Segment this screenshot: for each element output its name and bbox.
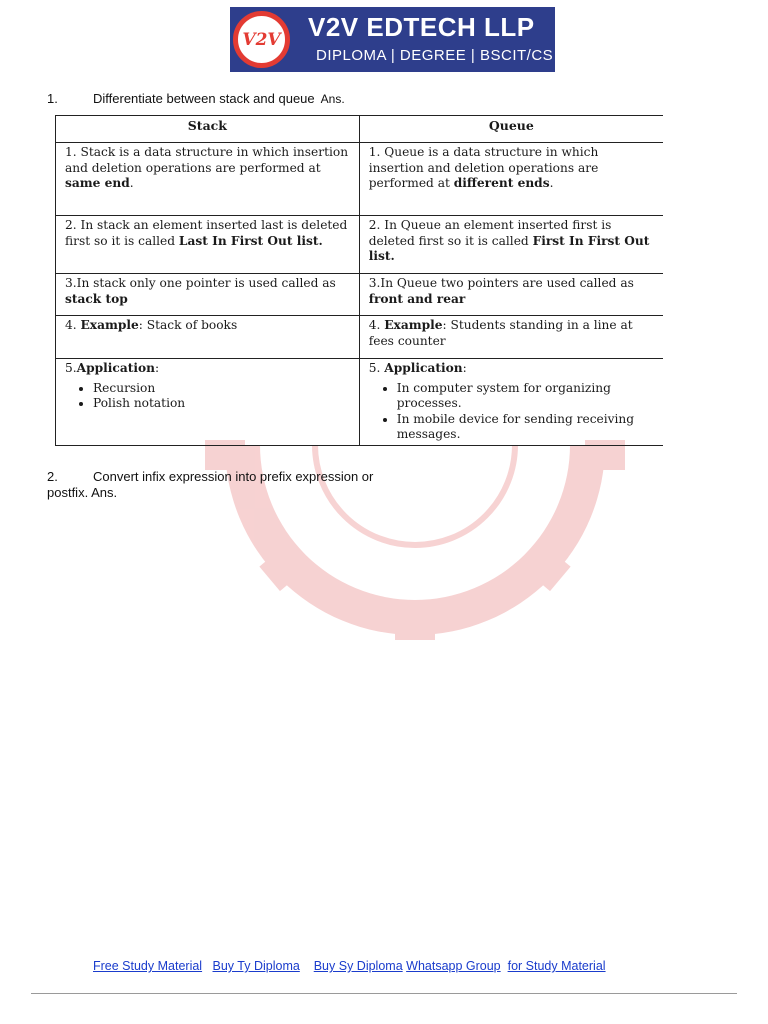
question-2-text: Convert infix expression into prefix expression or xyxy=(93,469,374,484)
queue-application-title: Application xyxy=(384,361,463,375)
watermark-tab-5 xyxy=(395,605,435,640)
question-1-ans: Ans. xyxy=(320,92,345,106)
queue-application-list xyxy=(369,381,654,443)
queue-cell: 2. In Queue an element inserted first is deleted first so it is called First In First Out list. xyxy=(359,216,663,274)
brand-tagline: DIPLOMA | DEGREE | BSCIT/CS xyxy=(316,47,554,64)
stack-cell: 3.In stack only one pointer is used called as stack top xyxy=(56,274,360,316)
queue-cell: 4. Example: Students standing in a line at fees counter xyxy=(359,316,663,359)
question-2 xyxy=(47,469,437,501)
question-1-number: 1. xyxy=(47,91,58,106)
stack-queue-table xyxy=(55,115,663,446)
table-row xyxy=(56,316,664,359)
stack-column-header: Stack xyxy=(56,116,360,143)
brand-name: V2V EDTECH LLP xyxy=(308,12,535,42)
buy-ty-diploma-link[interactable]: Buy Ty Diploma xyxy=(212,959,300,973)
list-item: • Recursion xyxy=(93,381,350,397)
logo-text: V2V xyxy=(242,29,281,50)
list-item: • In mobile device for sending receiving messages. xyxy=(397,412,654,443)
footer-divider xyxy=(31,993,737,994)
question-1-text: Differentiate between stack and queue xyxy=(93,91,315,106)
header-banner xyxy=(230,7,555,72)
footer-links xyxy=(93,959,606,973)
queue-application-cell: 5. Application: • In computer system for organizing processes. • In mobile device for sending receiving messages. xyxy=(359,359,663,446)
stack-application-list xyxy=(65,381,350,412)
list-item: • Polish notation xyxy=(93,396,350,412)
queue-cell: 3.In Queue two pointers are used called as front and rear xyxy=(359,274,663,316)
table-row xyxy=(56,216,664,274)
watermark-logo xyxy=(205,430,625,640)
table-row xyxy=(56,359,664,446)
queue-application-number: 5. xyxy=(368,361,381,375)
buy-sy-diploma-link[interactable]: Buy Sy Diploma xyxy=(313,959,403,973)
stack-application-cell: 5.Application: • Recursion • Polish notation xyxy=(56,359,360,446)
list-item: • In computer system for organizing processes. xyxy=(397,381,654,412)
stack-cell: 2. In stack an element inserted last is deleted first so it is called Last In First Out list. xyxy=(56,216,360,274)
free-study-material-link[interactable]: Free Study Material xyxy=(93,959,203,973)
question-2-number: 2. xyxy=(47,469,58,484)
table-row xyxy=(56,274,664,316)
stack-cell: 1. Stack is a data structure in which insertion and deletion operations are performed at same end. xyxy=(56,143,360,216)
question-1 xyxy=(47,91,345,106)
stack-application-number: 5. xyxy=(65,361,77,375)
queue-cell: 1. Queue is a data structure in which insertion and deletion operations are performed at different ends. xyxy=(359,143,663,216)
whatsapp-group-link[interactable]: Whatsapp Group xyxy=(406,959,501,973)
queue-column-header: Queue xyxy=(359,116,663,143)
question-2-text-continued: postfix. Ans. xyxy=(47,485,118,500)
study-material-link[interactable]: for Study Material xyxy=(507,959,606,973)
stack-application-title: Application xyxy=(76,361,155,375)
v2v-logo-icon xyxy=(233,11,290,68)
stack-cell: 4. Example: Stack of books xyxy=(56,316,360,359)
table-row xyxy=(56,143,664,216)
